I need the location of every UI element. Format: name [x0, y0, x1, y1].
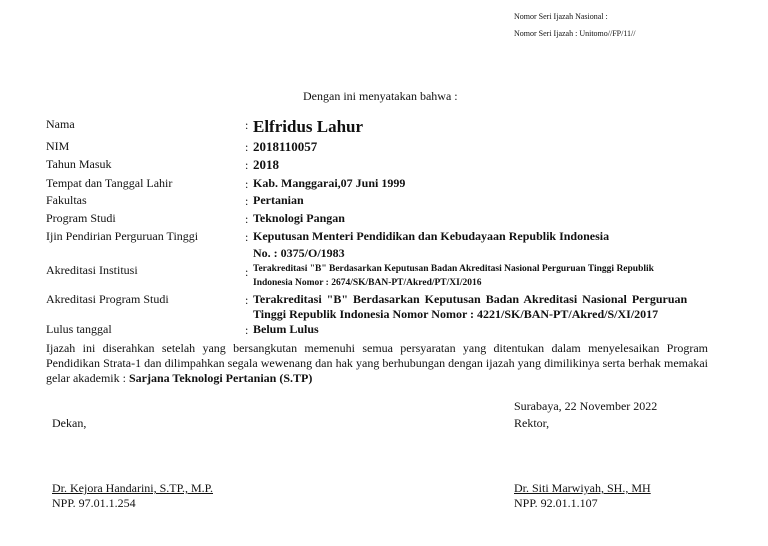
rektor-npp: NPP. 92.01.1.107: [514, 496, 598, 510]
colon-fakultas: :: [245, 194, 249, 208]
colon-lulus: :: [245, 323, 249, 337]
degree-title: Sarjana Teknologi Pertanian (S.TP): [128, 371, 313, 385]
value-fakultas: Pertanian: [253, 193, 304, 207]
label-ijin: Ijin Pendirian Perguruan Tinggi: [46, 229, 199, 243]
value-ttl: Kab. Manggarai,07 Juni 1999: [253, 176, 406, 190]
value-akred-institusi-line1: Terakreditasi "B" Berdasarkan Keputusan Badan Akreditasi Nasional Perguruan Tinggi Republik: [253, 264, 654, 274]
label-lulus: Lulus tanggal: [46, 322, 112, 336]
value-ijin-line1: Keputusan Menteri Pendidikan dan Kebudayaan Republik Indonesia: [253, 229, 610, 243]
colon-ijin: :: [245, 230, 249, 244]
colon-nama: :: [245, 118, 249, 132]
statement-paragraph: [46, 341, 708, 386]
label-nim: NIM: [46, 139, 70, 153]
label-prodi: Program Studi: [46, 211, 116, 225]
label-fakultas: Fakultas: [46, 193, 87, 207]
value-tahun-masuk: 2018: [253, 157, 279, 172]
intro-text: Dengan ini menyatakan bahwa :: [303, 89, 458, 103]
value-nim: 2018110057: [253, 139, 318, 154]
colon-prodi: :: [245, 212, 249, 226]
value-akred-institusi-line2: Indonesia Nomor : 2674/SK/BAN-PT/Akred/PT/XI/2016: [253, 278, 482, 288]
serial-national: Nomor Seri Ijazah Nasional :: [514, 12, 608, 21]
dekan-name: Dr. Kejora Handarini, S.TP., M.P.: [52, 481, 213, 495]
place-date: Surabaya, 22 November 2022: [514, 399, 658, 413]
value-prodi: Teknologi Pangan: [253, 211, 345, 225]
serial-ijazah: Nomor Seri Ijazah : Unitomo//FP/11//: [514, 29, 636, 38]
label-nama: Nama: [46, 117, 75, 131]
rektor-name: Dr. Siti Marwiyah, SH., MH: [514, 481, 651, 495]
label-tahun-masuk: Tahun Masuk: [46, 157, 112, 171]
statement-text: Ijazah ini diserahkan setelah yang bersangkutan memenuhi semua persyaratan yang ditentukan dalam menyelesaikan Program Pendidikan Strata-1 dan dilimpahkan segala wewenang dan hak yang berhubungan dengan ijazah yang dimilikinya serta berhak memakai gelar akademik :: [46, 341, 708, 385]
value-lulus: Belum Lulus: [253, 322, 319, 336]
dekan-title: Dekan,: [52, 416, 87, 430]
colon-tahun-masuk: :: [245, 158, 249, 172]
rektor-title: Rektor,: [514, 416, 550, 430]
value-ijin-line2: No. : 0375/O/1983: [253, 246, 345, 260]
colon-akred-prodi: :: [245, 293, 249, 307]
label-akred-institusi: Akreditasi Institusi: [46, 263, 138, 277]
colon-akred-institusi: :: [245, 265, 249, 279]
value-akred-prodi-line1: Terakreditasi "B" Berdasarkan Keputusan Badan Akreditasi Nasional Perguruan: [253, 292, 688, 306]
colon-ttl: :: [245, 177, 249, 191]
value-akred-prodi-line2: Tinggi Republik Indonesia Nomor Nomor : 4221/SK/BAN-PT/Akred/S/XI/2017: [253, 307, 659, 321]
value-nama: Elfridus Lahur: [253, 117, 364, 136]
dekan-npp: NPP. 97.01.1.254: [52, 496, 136, 510]
label-ttl: Tempat dan Tanggal Lahir: [46, 176, 173, 190]
label-akred-prodi: Akreditasi Program Studi: [46, 292, 169, 306]
colon-nim: :: [245, 140, 249, 154]
